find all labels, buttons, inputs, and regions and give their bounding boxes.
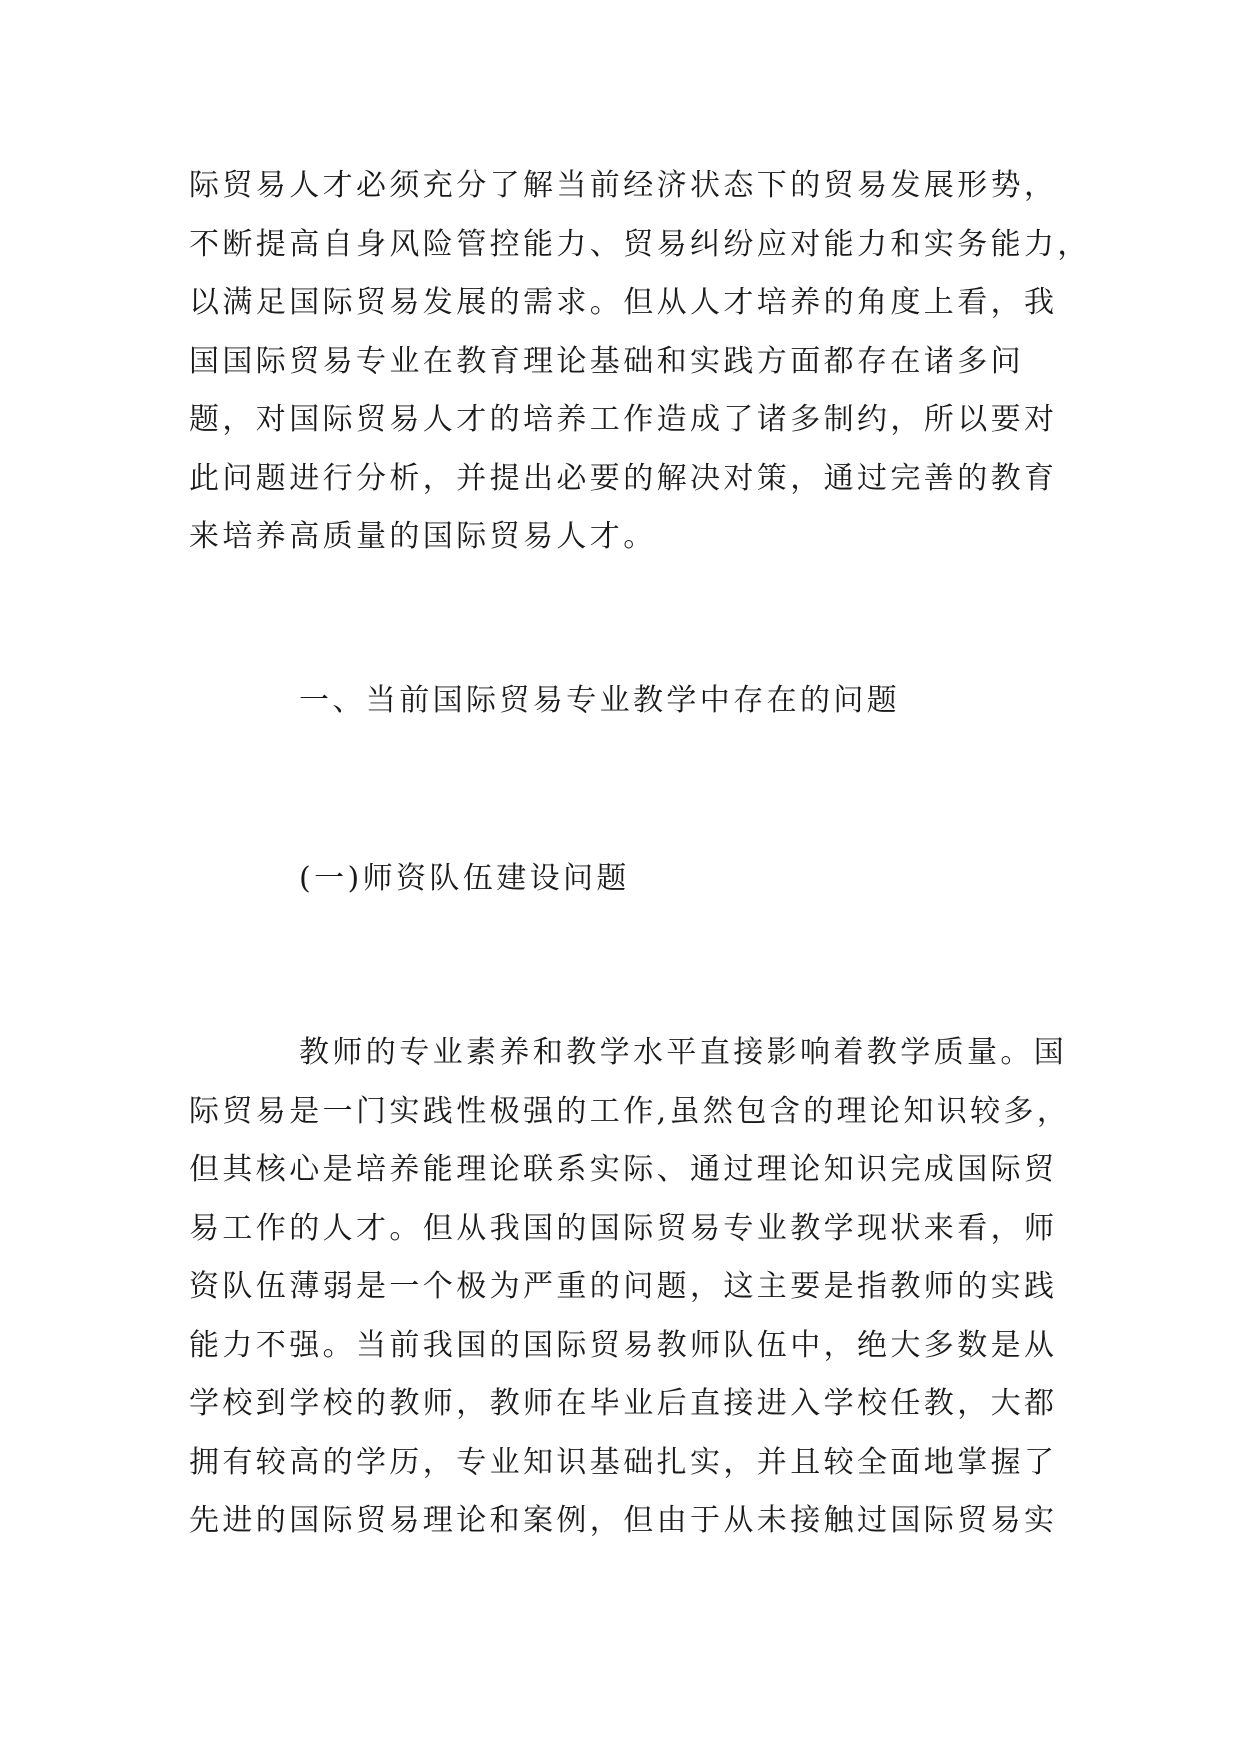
paragraph-line: 教师的专业素养和教学水平直接影响着教学质量。国 xyxy=(299,1035,1068,1070)
paragraph-line: 学校到学校的教师，教师在毕业后直接进入学校任教，大都 xyxy=(189,1386,1058,1421)
paragraph-line: 题，对国际贸易人才的培养工作造成了诸多制约，所以要对 xyxy=(189,402,1058,437)
paragraph-line: 际贸易是一门实践性极强的工作,虽然包含的理论知识较多， xyxy=(189,1093,1071,1129)
subsection-heading-text: (一)师资队伍建设问题 xyxy=(299,861,630,896)
paragraph-line: 来培养高质量的国际贸易人才。 xyxy=(189,519,657,554)
paragraph-line: 此问题进行分析，并提出必要的解决对策，通过完善的教育 xyxy=(189,460,1058,496)
section-heading xyxy=(299,672,900,731)
paragraph-line: 先进的国际贸易理论和案例，但由于从未接触过国际贸易实 xyxy=(189,1503,1058,1538)
paragraph-line: 资队伍薄弱是一个极为严重的问题，这主要是指教师的实践 xyxy=(189,1269,1058,1304)
paragraph-line: 易工作的人才。但从我国的国际贸易专业教学现状来看，师 xyxy=(189,1210,1058,1246)
paragraph-line: 能力不强。当前我国的国际贸易教师队伍中，绝大多数是从 xyxy=(189,1327,1058,1363)
paragraph-line: 国国际贸易专业在教育理论基础和实践方面都存在诸多问 xyxy=(189,343,1024,379)
paragraph-line: 但其核心是培养能理论联系实际、通过理论知识完成国际贸 xyxy=(189,1152,1058,1187)
subsection-heading xyxy=(299,850,630,909)
teachers-paragraph xyxy=(189,1024,1070,1551)
section-heading-text: 一、当前国际贸易专业教学中存在的问题 xyxy=(299,683,901,718)
intro-paragraph xyxy=(189,157,1091,567)
paragraph-line: 拥有较高的学历，专业知识基础扎实，并且较全面地掌握了 xyxy=(189,1444,1058,1480)
paragraph-line: 不断提高自身风险管控能力、贸易纠纷应对能力和实务能力， xyxy=(189,226,1091,262)
paragraph-line: 际贸易人才必须充分了解当前经济状态下的贸易发展形势， xyxy=(189,168,1058,203)
paragraph-line: 以满足国际贸易发展的需求。但从人才培养的角度上看，我 xyxy=(189,285,1058,320)
